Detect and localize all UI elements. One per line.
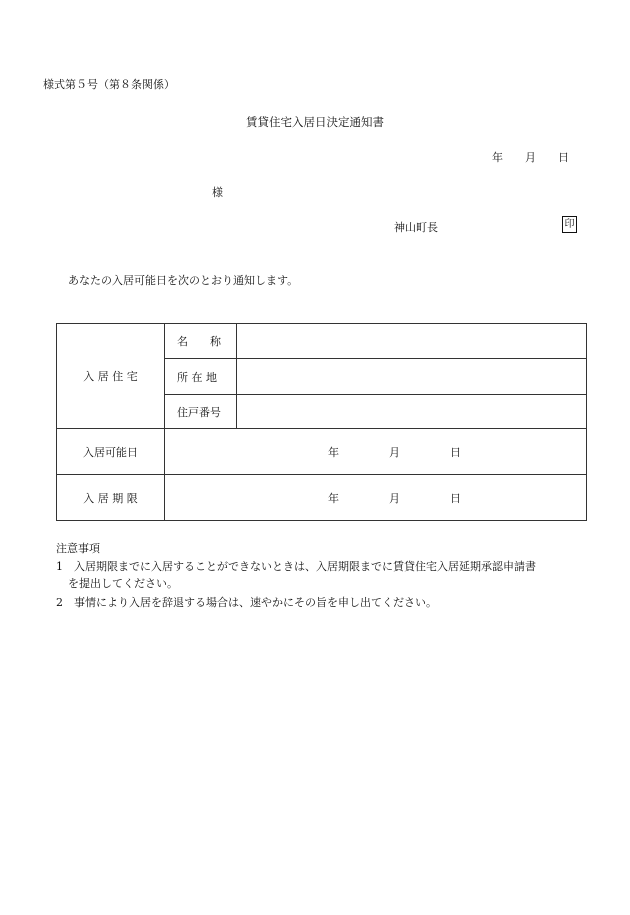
issuer-name: 神山町長 <box>394 221 438 234</box>
available-year-label: 年 <box>328 445 339 459</box>
deadline-month-label: 月 <box>389 491 400 505</box>
name-label: 名 称 <box>165 324 237 359</box>
deadline-label: 入 居 期 限 <box>57 475 165 521</box>
available-date-label: 入居可能日 <box>57 429 165 475</box>
available-day-label: 日 <box>450 445 461 459</box>
deadline-day-label: 日 <box>450 491 461 505</box>
deadline-value-cell[interactable] <box>165 475 587 521</box>
table-row <box>57 475 587 521</box>
addressee-suffix: 様 <box>212 186 223 199</box>
room-number-value-cell[interactable] <box>237 395 587 429</box>
location-value-cell[interactable] <box>237 359 587 395</box>
available-month-label: 月 <box>389 445 400 459</box>
table-row <box>57 324 587 359</box>
seal-mark: 印 <box>562 216 577 233</box>
name-value-cell[interactable] <box>237 324 587 359</box>
available-date-value-cell[interactable] <box>165 429 587 475</box>
note-number: 1 <box>56 560 63 573</box>
form-number: 様式第５号（第８条関係） <box>43 78 175 91</box>
note-text: 入居期限までに入居することができないときは、入居期限までに賃貸住宅入居延期承認申請書 <box>74 560 536 573</box>
body-text: あなたの入居可能日を次のとおり通知します。 <box>68 274 299 287</box>
location-label: 所 在 地 <box>165 359 237 395</box>
note-text: 事情により入居を辞退する場合は、速やかにその旨を申し出てください。 <box>74 596 437 609</box>
note-item <box>56 558 536 574</box>
note-number: 2 <box>56 596 63 609</box>
deadline-year-label: 年 <box>328 491 339 505</box>
date-day-label: 日 <box>558 151 569 164</box>
room-number-label: 住戸番号 <box>165 395 237 429</box>
info-table <box>56 323 587 521</box>
housing-label: 入 居 住 宅 <box>57 324 165 429</box>
date-year-label: 年 <box>492 151 503 164</box>
note-continuation: を提出してください。 <box>68 577 178 590</box>
notes-heading: 注意事項 <box>56 542 100 555</box>
issue-date-line <box>492 149 569 165</box>
note-item <box>56 594 437 610</box>
table-row <box>57 429 587 475</box>
document-title: 賃貸住宅入居日決定通知書 <box>246 115 384 129</box>
date-month-label: 月 <box>525 151 536 164</box>
